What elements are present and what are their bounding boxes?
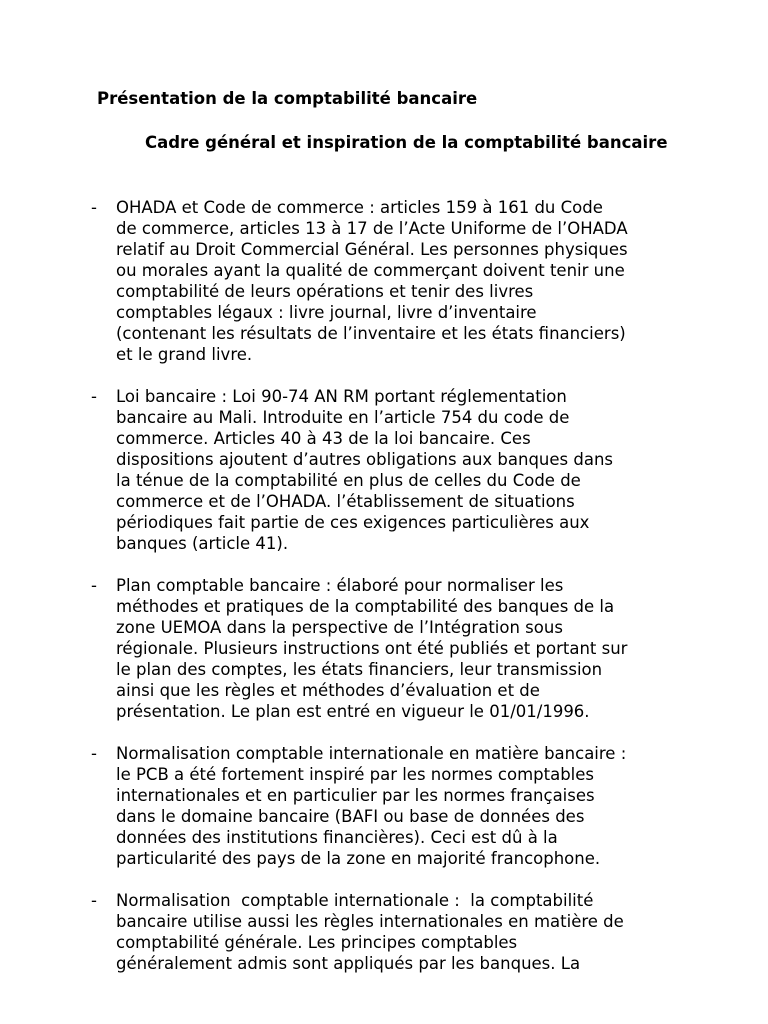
text-line: Normalisation comptable internationale : la comptabilité — [116, 891, 594, 910]
text-line: commerce. Articles 40 à 43 de la loi bancaire. Ces — [116, 429, 531, 448]
bullet-dash: - — [91, 744, 97, 763]
list-item-text — [116, 890, 686, 974]
text-line: le plan des comptes, les états financiers, leur transmission — [116, 660, 603, 679]
text-line: et le grand livre. — [116, 345, 253, 364]
text-line: régionale. Plusieurs instructions ont été publiés et portant sur — [116, 639, 628, 658]
text-line: Normalisation comptable internationale en matière bancaire : — [116, 744, 627, 763]
text-line: ou morales ayant la qualité de commerçant doivent tenir une — [116, 261, 625, 280]
list-item — [0, 575, 768, 722]
text-line: généralement admis sont appliqués par les banques. La — [116, 954, 581, 973]
text-line: le PCB a été fortement inspiré par les normes comptables — [116, 765, 595, 784]
list-item-text — [116, 743, 686, 869]
text-line: zone UEMOA dans la perspective de l’Intégration sous — [116, 618, 563, 637]
text-line: particularité des pays de la zone en majorité francophone. — [116, 849, 601, 868]
list-item — [0, 197, 768, 365]
text-line: la ténue de la comptabilité en plus de celles du Code de — [116, 471, 581, 490]
section-heading: Cadre général et inspiration de la comptabilité bancaire — [145, 133, 668, 152]
list-item — [0, 743, 768, 869]
bullet-dash: - — [91, 891, 97, 910]
text-line: présentation. Le plan est entré en vigueur le 01/01/1996. — [116, 702, 590, 721]
text-line: (contenant les résultats de l’inventaire et les états financiers) — [116, 324, 626, 343]
text-line: de commerce, articles 13 à 17 de l’Acte Uniforme de l’OHADA — [116, 219, 628, 238]
list-item-text — [116, 575, 686, 722]
text-line: relatif au Droit Commercial Général. Les personnes physiques — [116, 240, 628, 259]
bullet-dash: - — [91, 576, 97, 595]
text-line: dans le domaine bancaire (BAFI ou base de données des — [116, 807, 585, 826]
text-line: bancaire au Mali. Introduite en l’article 754 du code de — [116, 408, 570, 427]
text-line: OHADA et Code de commerce : articles 159 à 161 du Code — [116, 198, 603, 217]
text-line: banques (article 41). — [116, 534, 289, 553]
text-line: comptabilité de leurs opérations et tenir des livres — [116, 282, 534, 301]
list-item-text — [116, 386, 686, 554]
text-line: Loi bancaire : Loi 90-74 AN RM portant réglementation — [116, 387, 567, 406]
text-line: internationales et en particulier par les normes françaises — [116, 786, 595, 805]
text-line: données des institutions financières). Ceci est dû à la — [116, 828, 558, 847]
list-item — [0, 890, 768, 974]
text-line: comptables légaux : livre journal, livre d’inventaire — [116, 303, 537, 322]
bullet-dash: - — [91, 387, 97, 406]
text-line: bancaire utilise aussi les règles internationales en matière de — [116, 912, 624, 931]
text-line: commerce et de l’OHADA. l’établissement de situations — [116, 492, 575, 511]
text-line: Plan comptable bancaire : élaboré pour normaliser les — [116, 576, 564, 595]
text-line: comptabilité générale. Les principes comptables — [116, 933, 518, 952]
text-line: méthodes et pratiques de la comptabilité des banques de la — [116, 597, 615, 616]
bullet-dash: - — [91, 198, 97, 217]
text-line: périodiques fait partie de ces exigences particulières aux — [116, 513, 590, 532]
list-item-text — [116, 197, 686, 365]
text-line: dispositions ajoutent d’autres obligations aux banques dans — [116, 450, 614, 469]
document-title: Présentation de la comptabilité bancaire — [97, 89, 478, 108]
text-line: ainsi que les règles et méthodes d’évaluation et de — [116, 681, 540, 700]
bullet-list — [0, 197, 768, 995]
list-item — [0, 386, 768, 554]
